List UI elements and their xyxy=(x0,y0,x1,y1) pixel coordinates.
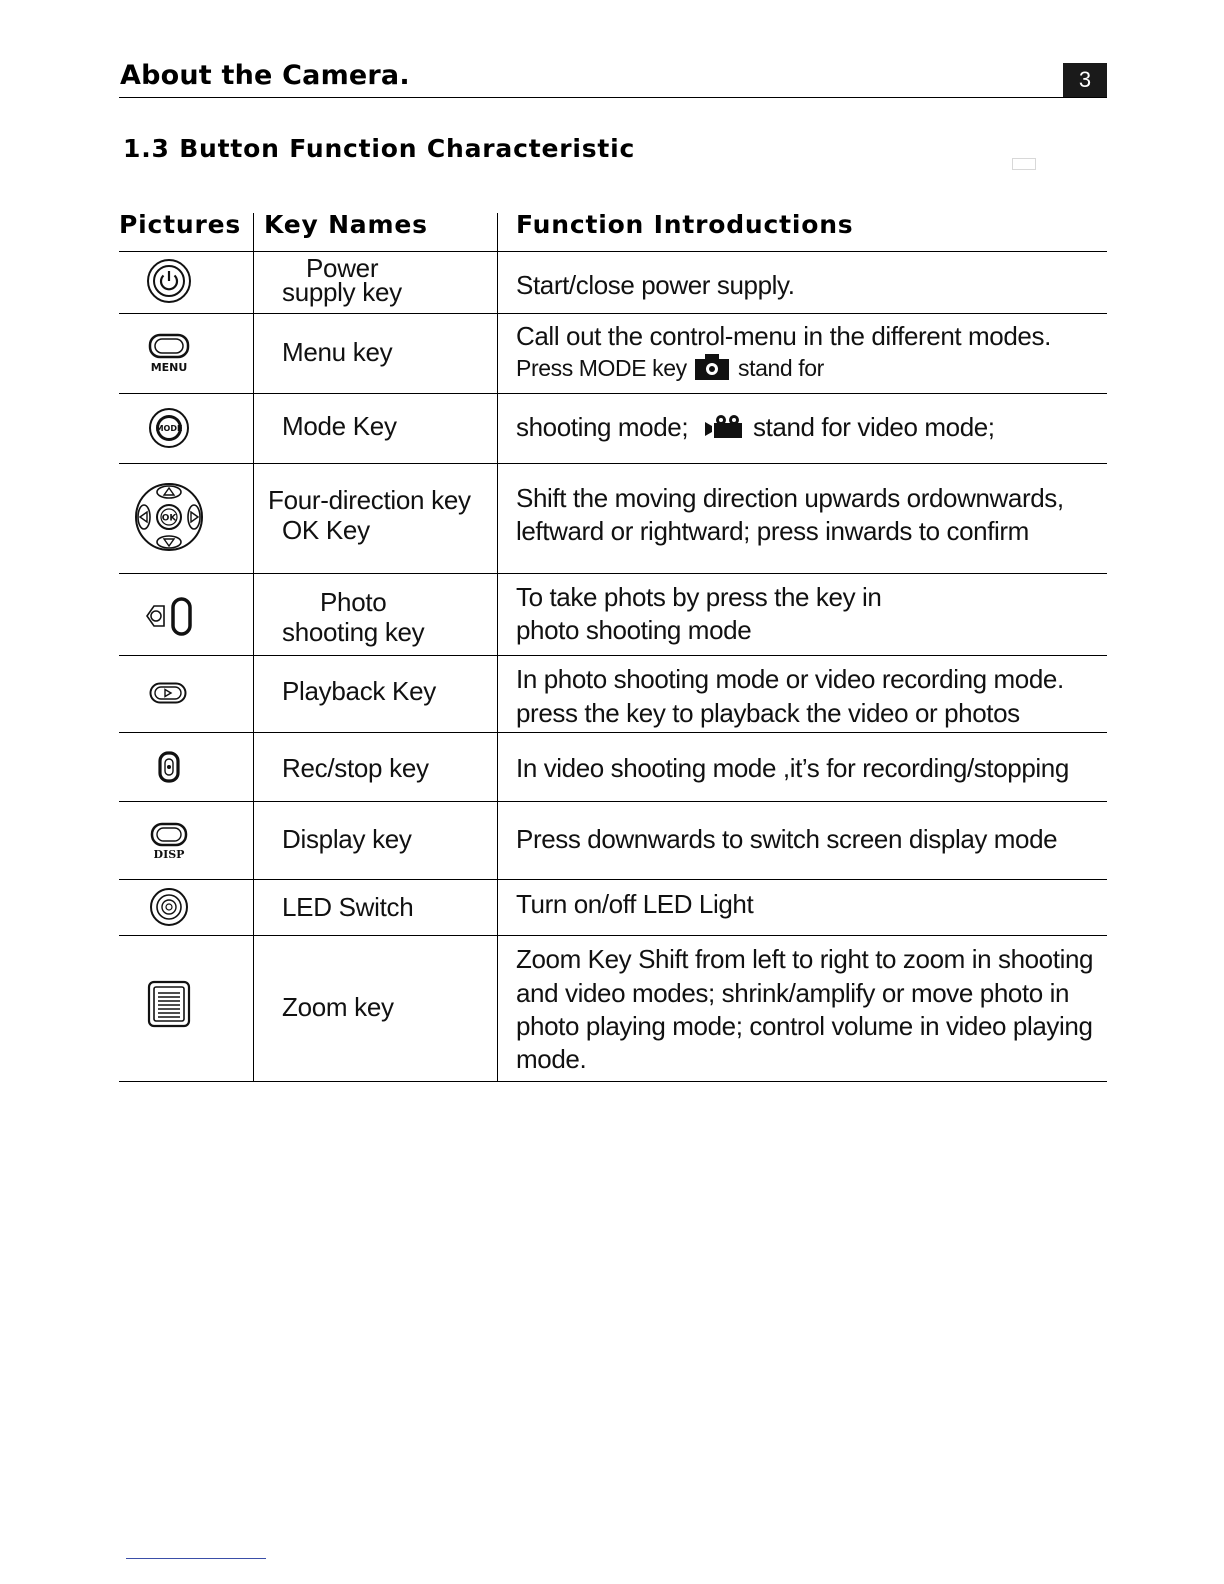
key-name-line: Mode Key xyxy=(282,411,397,441)
camera-icon xyxy=(695,354,729,385)
function-description-line: To take phots by press the key in xyxy=(516,582,882,612)
key-name-line: Four-direction key xyxy=(268,485,471,515)
function-description-line: Start/close power supply. xyxy=(516,270,795,300)
footer-rule xyxy=(126,1558,266,1559)
power-button-icon xyxy=(146,258,192,309)
function-description-line: mode. xyxy=(516,1044,587,1074)
function-description-line: Press MODE key xyxy=(516,355,687,381)
column-header-pictures: Pictures xyxy=(119,210,242,239)
row-divider xyxy=(119,1081,1107,1082)
playback-button-icon xyxy=(149,682,187,709)
row-divider xyxy=(119,573,1107,574)
function-description-line: leftward or rightward; press inwards to confirm xyxy=(516,516,1029,546)
column-divider xyxy=(497,213,498,1081)
function-description-line: Zoom Key Shift from left to right to zoom in shooting xyxy=(516,944,1094,974)
function-description-line: In photo shooting mode or video recording mode. xyxy=(516,664,1064,694)
function-description-line: photo playing mode; control volume in video playing xyxy=(516,1011,1093,1041)
row-divider xyxy=(119,732,1107,733)
svg-text:OK: OK xyxy=(161,513,177,524)
row-divider xyxy=(119,655,1107,656)
function-description-line: stand for xyxy=(738,355,824,381)
key-name-line: shooting key xyxy=(282,617,425,647)
function-description-line: In video shooting mode ,it’s for recording/stopping xyxy=(516,753,1069,783)
key-name-line: Zoom key xyxy=(282,992,394,1022)
key-name-line: Photo xyxy=(320,587,387,617)
key-name-line: Power xyxy=(306,253,379,283)
zoom-key-icon xyxy=(147,980,191,1033)
row-divider xyxy=(119,251,1107,252)
page-header-title: About the Camera. xyxy=(120,60,410,91)
column-divider xyxy=(253,213,254,1081)
row-divider xyxy=(119,463,1107,464)
four-direction-pad-icon xyxy=(133,482,205,557)
function-description-line: Turn on/off LED Light xyxy=(516,889,754,919)
function-description-line: shooting mode; xyxy=(516,412,689,442)
shutter-button-icon xyxy=(144,596,196,643)
svg-text:MODE: MODE xyxy=(155,424,183,433)
function-description-line: Shift the moving direction upwards ordownwards, xyxy=(516,483,1064,513)
row-divider xyxy=(119,801,1107,802)
key-name-line: Rec/stop key xyxy=(282,753,429,783)
section-title: 1.3 Button Function Characteristic xyxy=(123,134,636,163)
stray-mark xyxy=(1012,158,1036,170)
svg-text:DISP: DISP xyxy=(153,848,185,861)
menu-button-icon xyxy=(146,333,192,380)
header-rule xyxy=(119,97,1107,98)
key-name-line: OK Key xyxy=(282,515,370,545)
page-number: 3 xyxy=(1063,63,1107,97)
video-camera-icon xyxy=(705,415,743,444)
mode-button-icon xyxy=(148,407,190,454)
column-header-function-introductions: Function Introductions xyxy=(516,210,854,239)
led-switch-icon xyxy=(149,887,189,932)
display-button-icon xyxy=(146,822,192,867)
row-divider xyxy=(119,935,1107,936)
rec-stop-button-icon xyxy=(158,751,180,788)
key-name-line: supply key xyxy=(282,277,402,307)
svg-text:MENU: MENU xyxy=(150,361,188,374)
row-divider xyxy=(119,313,1107,314)
function-description-line: and video modes; shrink/amplify or move photo in xyxy=(516,978,1070,1008)
function-description-line: Press downwards to switch screen display mode xyxy=(516,824,1058,854)
key-name-line: LED Switch xyxy=(282,892,414,922)
key-name-line: Playback Key xyxy=(282,676,436,706)
function-description-line: press the key to playback the video or photos xyxy=(516,698,1020,728)
key-name-line: Menu key xyxy=(282,337,393,367)
function-description-line: Call out the control-menu in the different modes. xyxy=(516,321,1051,351)
row-divider xyxy=(119,393,1107,394)
column-header-key-names: Key Names xyxy=(264,210,428,239)
key-name-line: Display key xyxy=(282,824,412,854)
function-description-line: photo shooting mode xyxy=(516,615,752,645)
function-description-line: stand for video mode; xyxy=(753,412,995,442)
row-divider xyxy=(119,879,1107,880)
